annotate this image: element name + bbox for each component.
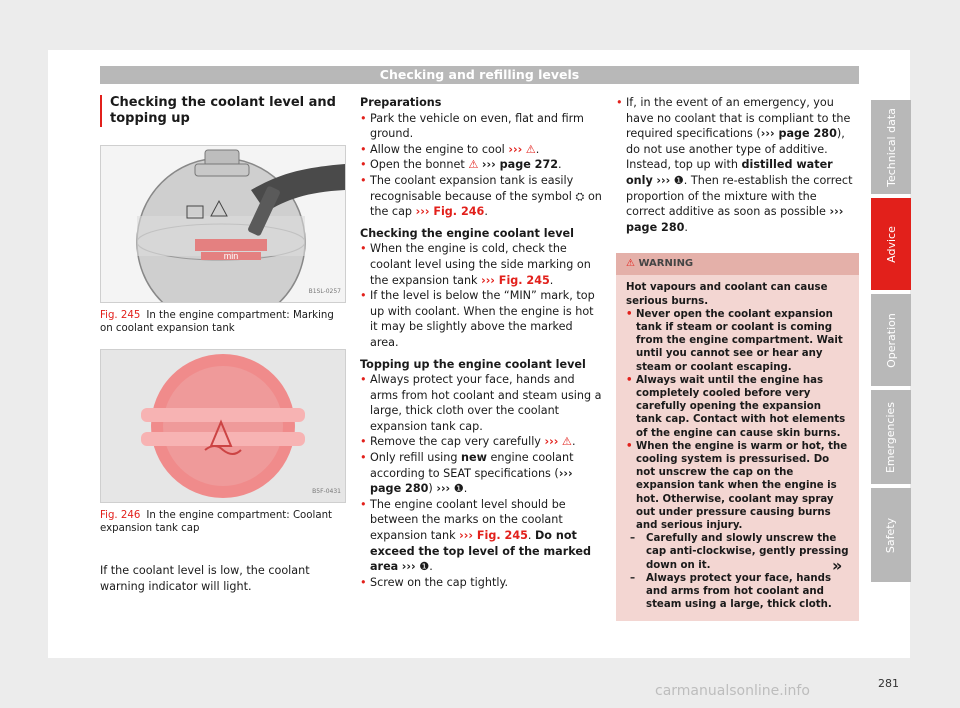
list-item: • Park the vehicle on even, flat and firm ground.	[360, 111, 602, 142]
chapter-header: Checking and refilling levels	[100, 66, 859, 84]
link-page-280[interactable]: ››› page 280	[760, 127, 837, 141]
column-right	[616, 95, 859, 621]
tab-technical-data[interactable]: Technical data	[871, 100, 911, 194]
list-item: • If, in the event of an emergency, you have no coolant that is compliant to the required specifications (››› page 280), do not use another type of additive. Instead, top up with distilled water only ››› ❶. Then re-establish the correct proportion of the mixture with the correct additive as soon as possible ››› page 280.	[616, 95, 859, 235]
tab-safety[interactable]: Safety	[871, 488, 911, 582]
expansion-tank-cap-illustration	[101, 350, 345, 502]
column-left	[100, 95, 346, 594]
info-circle-icon: ❶	[419, 560, 430, 574]
warning-triangle-icon: ⚠	[468, 158, 479, 172]
list-item: • When the engine is cold, check the coolant level using the side marking on the expansion tank ››› Fig. 245.	[360, 241, 602, 288]
list-item: • Always protect your face, hands and arms from hot coolant and steam using a large, thick cloth over the coolant expansion tank cap.	[360, 372, 602, 434]
continue-mark: »	[832, 556, 843, 575]
warning-intro: Hot vapours and coolant can cause serious burns.	[626, 282, 828, 307]
list-item: • If the level is below the “MIN” mark, top up with coolant. When the engine is hot it may be slightly above the marked area.	[360, 288, 602, 350]
list-item: • The engine coolant level should be between the marks on the coolant expansion tank ››› Fig. 245. Do not exceed the top level of the marked area ››› ❶.	[360, 497, 602, 575]
checking-heading: Checking the engine coolant level	[360, 226, 574, 240]
figure-245	[100, 145, 346, 303]
tab-emergencies[interactable]: Emergencies	[871, 390, 911, 484]
warning-triangle-icon: ⚠	[626, 258, 635, 270]
coolant-warning-text: If the coolant level is low, the coolant warning indicator will light.	[100, 564, 310, 593]
list-item: • The coolant expansion tank is easily recognisable because of the symbol ⛭ on the cap ››› Fig. 246.	[360, 173, 602, 220]
warning-item: • When the engine is warm or hot, the cooling system is pressurised. Do not unscrew the cap on the expansion tank when the engine is hot. Otherwise, coolant may spray out under pressure causing burns and serious injury.	[626, 440, 849, 532]
link-page-280[interactable]: ››› page 280	[626, 205, 844, 234]
tab-advice[interactable]: Advice	[871, 198, 911, 290]
link-fig-246[interactable]: ››› Fig. 246	[415, 205, 485, 219]
figure-code: B1SL-0257	[308, 288, 341, 296]
tank-min-label: min	[223, 251, 239, 261]
warning-header: ⚠ WARNING	[616, 253, 859, 275]
list-item: • Remove the cap very carefully ››› ⚠.	[360, 434, 602, 450]
link-page-272[interactable]: ››› page 272	[481, 158, 559, 172]
figure-caption: Fig. 245 In the engine compartment: Marking on coolant expansion tank	[100, 310, 334, 334]
tab-operation[interactable]: Operation	[871, 294, 911, 386]
warning-subitem: – Always protect your face, hands and arms from hot coolant and steam using a large, thick cloth.	[626, 572, 849, 612]
figure-246	[100, 349, 346, 503]
figure-code: B5F-0431	[312, 488, 341, 496]
coolant-tank-illustration	[101, 146, 345, 302]
info-circle-icon: ❶	[673, 173, 684, 187]
figure-caption: Fig. 246 In the engine compartment: Coolant expansion tank cap	[100, 510, 333, 534]
figure-number: Fig. 245	[100, 310, 141, 321]
warning-item: • Never open the coolant expansion tank if steam or coolant is coming from the engine compartment. Wait until you cannot see or hear any steam or coolant escaping.	[626, 308, 849, 374]
warning-triangle-icon: ⚠	[525, 142, 536, 156]
warning-body	[616, 275, 859, 611]
warning-subitem: – Carefully and slowly unscrew the cap anti-clockwise, gently pressing down on it.	[626, 532, 849, 572]
figure-number: Fig. 246	[100, 510, 141, 521]
link-fig-245[interactable]: ››› Fig. 245	[481, 273, 550, 287]
warning-item: • Always wait until the engine has completely cooled before very carefully opening the expansion tank cap. Contact with hot elements of the engine can cause skin burns.	[626, 374, 849, 440]
section-title: Checking the coolant level and topping up	[100, 95, 346, 127]
list-item: • Open the bonnet ⚠ ››› page 272.	[360, 157, 602, 173]
preparations-heading: Preparations	[360, 96, 442, 109]
topping-heading: Topping up the engine coolant level	[360, 357, 586, 371]
column-middle	[360, 95, 602, 590]
watermark: carmanualsonline.info	[655, 683, 810, 699]
link-fig-245[interactable]: ››› Fig. 245	[459, 529, 528, 543]
page-number: 281	[878, 677, 899, 690]
list-item: • Only refill using new engine coolant according to SEAT specifications (››› page 280) ››› ❶.	[360, 450, 602, 497]
info-circle-icon: ❶	[453, 482, 464, 496]
warning-triangle-icon: ⚠	[561, 435, 572, 449]
list-item: • Screw on the cap tightly.	[360, 575, 602, 591]
list-item: • Allow the engine to cool ››› ⚠.	[360, 142, 602, 158]
coolant-symbol-icon: ⛭	[575, 189, 585, 203]
link-page-280[interactable]: ››› page 280	[370, 466, 573, 496]
warning-box	[616, 253, 859, 621]
